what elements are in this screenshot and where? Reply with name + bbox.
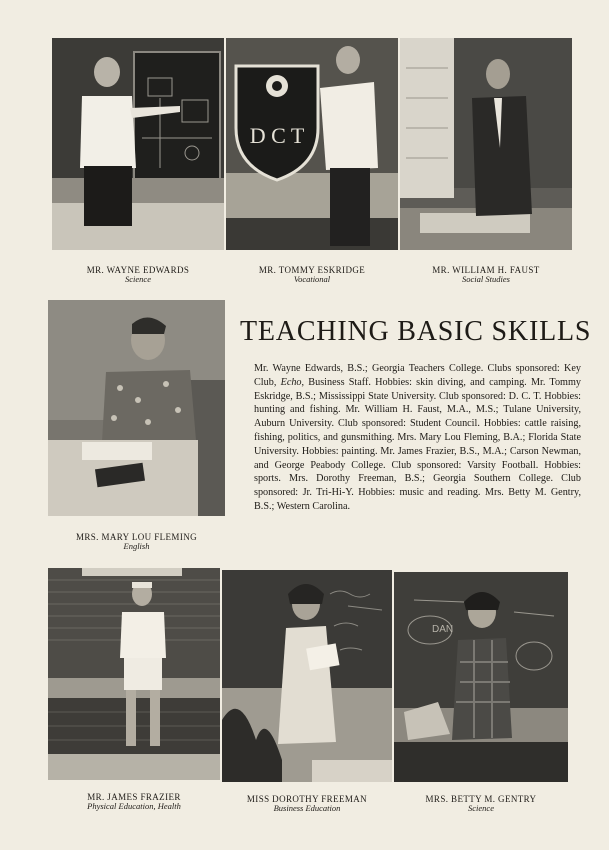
caption-mary-lou-fleming bbox=[48, 532, 225, 552]
bio-text: , Business Staff. Hobbies: skin diving, and camping. Mr. Tommy Eskridge, B.S.; Mississippi State University. Club sponsored: D. C. T. Hobbies: hunting and fishing. Mr. William H. Faust, M.A., M.S.; Tulane University, Auburn University. Club sponsored: Student Council. Hobbies: cattle raising, fishing, politics, and gunsmithing. Mrs. Mary Lou Fleming, B.A.; Florida State University. Hobbies: painting. Mr. James Frazier, B.S., M.A.; Carson Newman, and George Peabody College. Club sponsored: Varsity Football. Hobbies: sports. Mrs. Dorothy Freeman, B.S.; Georgia Southern College. Club sponsored: Jr. Tri-Hi-Y. Hobbies: music and reading. Mrs. Betty M. Gentry, B.S.; Western Carolina. bbox=[254, 376, 581, 512]
photo-dorothy-freeman bbox=[222, 570, 392, 782]
caption-william-faust bbox=[400, 265, 572, 285]
caption-subject: English bbox=[123, 541, 150, 552]
caption-name: MR. WILLIAM H. FAUST bbox=[432, 265, 540, 275]
caption-dorothy-freeman bbox=[222, 794, 392, 814]
photo-mary-lou-fleming bbox=[48, 300, 225, 516]
caption-subject: Science bbox=[468, 803, 494, 814]
caption-subject: Vocational bbox=[293, 274, 331, 285]
caption-name: MRS. BETTY M. GENTRY bbox=[425, 794, 537, 804]
bio-italic: Echo bbox=[280, 376, 302, 388]
faculty-bios bbox=[254, 362, 581, 514]
caption-name: MRS. MARY LOU FLEMING bbox=[75, 532, 198, 542]
photo-betty-gentry bbox=[394, 572, 568, 782]
caption-name: MR. WAYNE EDWARDS bbox=[86, 265, 190, 275]
caption-betty-gentry bbox=[394, 794, 568, 814]
caption-subject: Science bbox=[125, 274, 151, 285]
photo-tommy-eskridge bbox=[226, 38, 398, 250]
caption-tommy-eskridge bbox=[226, 265, 398, 285]
photo-william-faust bbox=[400, 38, 572, 250]
photo-wayne-edwards bbox=[52, 38, 224, 250]
bio-text: Mr. Wayne Edwards, B.S.; Georgia Teachers College. Clubs sponsored: Key Club, bbox=[254, 363, 581, 388]
caption-james-frazier bbox=[48, 792, 220, 812]
caption-subject: Social Studies bbox=[462, 274, 510, 285]
caption-name: MISS DOROTHY FREEMAN bbox=[246, 794, 368, 804]
caption-name: MR. TOMMY ESKRIDGE bbox=[258, 265, 366, 275]
caption-wayne-edwards bbox=[52, 265, 224, 285]
page-heading: TEACHING BASIC SKILLS bbox=[240, 316, 592, 347]
caption-subject: Business Education bbox=[273, 803, 341, 814]
caption-name: MR. JAMES FRAZIER bbox=[87, 792, 181, 802]
shield-letters: D C T bbox=[249, 123, 305, 148]
caption-subject: Physical Education, Health bbox=[87, 801, 181, 812]
photo-james-frazier bbox=[48, 568, 220, 780]
board-scribble: DAN bbox=[432, 624, 454, 635]
